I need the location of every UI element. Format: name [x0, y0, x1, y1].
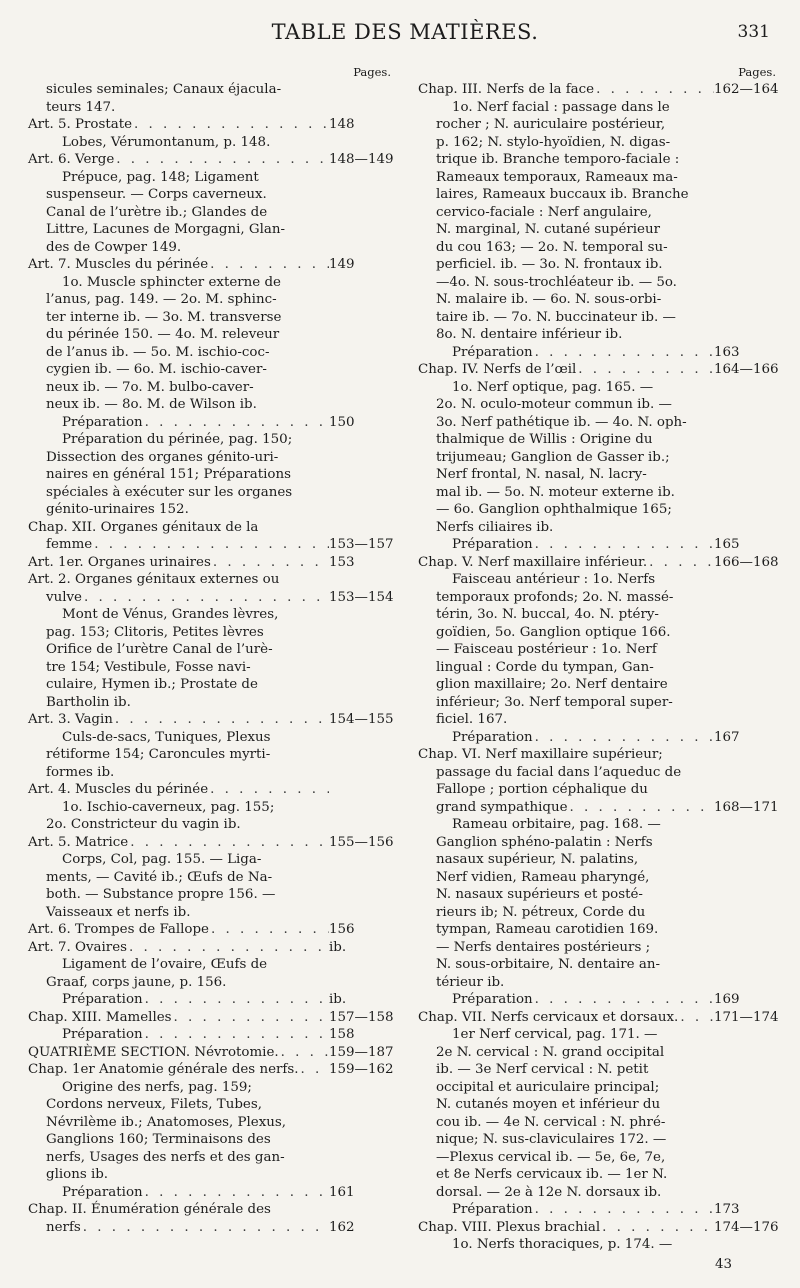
toc-entry [418, 554, 779, 572]
dot-leader [143, 414, 329, 432]
toc-entry [28, 151, 394, 169]
toc-entry [28, 711, 394, 729]
toc-description-line: thalmique de Willis : Origine du [436, 432, 653, 447]
page-title: TABLE DES MATIÈRES. [271, 20, 539, 44]
toc-description-line: both. — Substance propre 156. — [46, 887, 276, 902]
toc-entry-page: ib. [329, 992, 347, 1007]
toc-description-line: cervico-faciale : Nerf angulaire, [436, 204, 652, 220]
toc-description-line: — Faisceau postérieur : 1o. Nerf [436, 642, 657, 657]
toc-description-line: dorsal. — 2e à 12e N. dorsaux ib. [436, 1184, 662, 1200]
toc-description-line: 3o. Nerf pathétique ib. — 4o. N. oph- [436, 414, 687, 430]
toc-entry [28, 116, 391, 134]
toc-description-line: culaire, Hymen ib.; Prostate de [46, 677, 258, 692]
dot-leader [279, 1044, 329, 1062]
toc-description-line: nerfs, Usages des nerfs et des gan- [46, 1149, 285, 1165]
toc-entry-label: Préparation [452, 537, 533, 552]
toc-description-line: Cordons nerveux, Filets, Tubes, [46, 1097, 262, 1112]
toc-description-line: N. marginal, N. cutané supérieur [436, 222, 661, 237]
toc-entry-label: Art. 6. Verge [28, 152, 115, 167]
toc-description-line: de l’anus ib. — 5o. M. ischio-coc- [46, 344, 270, 360]
toc-entry-label: Préparation [452, 729, 533, 745]
toc-entry-page: 153—157 [329, 537, 394, 552]
toc-entry-page: 154—155 [329, 712, 394, 727]
toc-description-line: du cou 163; — 2o. N. temporal su- [436, 239, 668, 255]
toc-description-line: neux ib. — 8o. M. de Wilson ib. [46, 397, 257, 412]
toc-entry-page: 153 [329, 554, 355, 570]
toc-description-line: 2o. N. oculo-moteur commun ib. — [436, 397, 672, 412]
toc-description-line: génito-urinaires 152. [46, 502, 189, 517]
toc-description-line: Ligament de l’ovaire, Œufs de [62, 957, 268, 972]
toc-description-line: Littre, Lacunes de Morgagni, Glan- [46, 222, 286, 237]
toc-entry-page: 156 [329, 922, 355, 937]
toc-entry-label: Art. 7. Muscles du périnée [28, 257, 209, 272]
toc-description-line: l’anus, pag. 149. — 2o. M. sphinc- [46, 292, 277, 307]
toc-entry-page: 155—156 [329, 834, 394, 850]
toc-description-line: Chap. II. Énumération générale des [28, 1202, 271, 1217]
dot-leader [209, 921, 329, 939]
toc-description-line: Rameau orbitaire, pag. 168. — [452, 817, 661, 832]
toc-entry-label: Art. 5. Matrice [28, 834, 129, 850]
toc-description-line: Chap. XII. Organes génitaux de la [28, 519, 259, 535]
toc-description-line: tre 154; Vestibule, Fosse navi- [46, 659, 251, 675]
toc-description-line: et 8e Nerfs cervicaux ib. — 1er N. [436, 1167, 668, 1182]
toc-description-line: naires en général 151; Préparations [46, 467, 291, 482]
toc-entry [418, 729, 776, 747]
dot-leader [143, 991, 329, 1009]
toc-entry [418, 361, 779, 379]
toc-description-line: — 6o. Ganglion ophthalmique 165; [436, 502, 672, 517]
toc-description-line: goïdien, 5o. Ganglion optique 166. [436, 624, 671, 640]
toc-description-line: nasaux supérieur, N. palatins, [436, 852, 639, 867]
toc-entry-page: 174—176 [714, 1219, 779, 1235]
toc-entry [418, 1009, 779, 1027]
toc-description-line: temporaux profonds; 2o. N. massé- [436, 589, 674, 605]
toc-description-line: cou ib. — 4e N. cervical : N. phré- [436, 1114, 666, 1130]
toc-entry-label: Art. 7. Ovaires [28, 939, 128, 955]
dot-leader [600, 1219, 714, 1237]
toc-description-line: ter interne ib. — 3o. M. transverse [46, 309, 282, 325]
toc-description-line: passage du facial dans l’aqueduc de [436, 764, 682, 780]
dot-leader [594, 81, 714, 99]
toc-description-line: formes ib. [46, 764, 115, 780]
dot-leader [568, 799, 714, 817]
toc-description-line: nique; N. sus-claviculaires 172. — [436, 1132, 667, 1147]
toc-description-line: mal ib. — 5o. N. moteur externe ib. [436, 484, 675, 500]
toc-description-line: 2o. Constricteur du vagin ib. [46, 817, 241, 832]
toc-description-line: Nerf vidien, Rameau pharyngé, [436, 869, 650, 885]
toc-description-line: neux ib. — 7o. M. bulbo-caver- [46, 379, 254, 395]
dot-leader [92, 536, 329, 554]
toc-description-line: Corps, Col, pag. 155. — Liga- [62, 852, 262, 867]
left-column [28, 64, 394, 1236]
toc-description-line: des de Cowper 149. [46, 239, 182, 255]
toc-description-line: inférieur; 3o. Nerf temporal super- [436, 694, 673, 710]
toc-entry-page: 173 [714, 1202, 740, 1217]
toc-description-line: — Nerfs dentaires postérieurs ; [436, 939, 651, 955]
toc-entry [28, 1184, 391, 1202]
toc-description-line: rétiforme 154; Caroncules myrti- [46, 747, 271, 762]
toc-description-line: Mont de Vénus, Grandes lèvres, [62, 607, 279, 622]
dot-leader [143, 1026, 329, 1044]
page-number: 331 [737, 22, 770, 42]
toc-description-line: Orifice de l’urètre Canal de l’urè- [46, 642, 273, 657]
toc-description-line: —Plexus cervical ib. — 5e, 6e, 7e, [436, 1149, 666, 1165]
toc-description-line: Nerfs ciliaires ib. [436, 519, 554, 535]
toc-entry-page: 165 [714, 537, 740, 552]
toc-description-line: Canal de l’urètre ib.; Glandes de [46, 204, 268, 220]
toc-description-line: térin, 3o. N. buccal, 4o. N. ptéry- [436, 607, 659, 622]
toc-description-line: Chap. VI. Nerf maxillaire supérieur; [418, 747, 663, 762]
toc-description-line: glion maxillaire; 2o. Nerf dentaire [436, 677, 668, 692]
toc-description-line: Lobes, Vérumontanum, p. 148. [62, 134, 271, 150]
toc-description-line: teurs 147. [46, 99, 116, 115]
toc-description-line: N. cutanés moyen et inférieur du [436, 1097, 661, 1112]
toc-entry-page: 167 [714, 729, 740, 745]
toc-entry-page: 164—166 [714, 362, 779, 377]
toc-entry [28, 991, 391, 1009]
toc-description-line: taire ib. — 7o. N. buccinateur ib. — [436, 309, 676, 325]
toc-description-line: Nerf frontal, N. nasal, N. lacry- [436, 467, 647, 482]
dot-leader [82, 589, 329, 607]
dot-leader [132, 116, 329, 134]
dot-leader [128, 834, 329, 852]
right-column [418, 64, 779, 1273]
toc-entry-label: Chap. VIII. Plexus brachial [418, 1219, 601, 1235]
toc-entry-page: 162 [329, 1219, 355, 1235]
dot-leader [143, 1184, 329, 1202]
toc-entry-label: Chap. VII. Nerfs cervicaux et dorsaux. [418, 1009, 679, 1025]
toc-description-line: N. malaire ib. — 6o. N. sous-orbi- [436, 292, 662, 307]
toc-entry [28, 414, 391, 432]
toc-description-line: trijumeau; Ganglion de Gasser ib.; [436, 449, 670, 465]
toc-description-line: Bartholin ib. [46, 694, 131, 710]
toc-description-line: laires, Rameaux buccaux ib. Branche [436, 187, 689, 202]
dot-leader [172, 1009, 329, 1027]
dot-leader [533, 344, 714, 362]
dot-leader [208, 781, 329, 799]
toc-entry-label: Art. 3. Vagin [28, 712, 113, 727]
toc-entry-label: Chap. V. Nerf maxillaire inférieur. [418, 554, 648, 570]
toc-entry [28, 834, 394, 852]
toc-entry-page: 158 [329, 1027, 355, 1042]
toc-entry [28, 589, 394, 607]
dot-leader [208, 256, 329, 274]
running-header [40, 16, 770, 46]
toc-entry-label: Préparation [62, 992, 143, 1007]
toc-description-line: ficiel. 167. [436, 712, 508, 727]
toc-entry-page: 171—174 [714, 1009, 779, 1025]
toc-entry-label: nerfs [46, 1219, 81, 1235]
toc-description-line: Préparation du périnée, pag. 150; [62, 432, 293, 447]
toc-entry [28, 1009, 394, 1027]
toc-entry-label: Chap. XIII. Mamelles [28, 1009, 172, 1025]
toc-description-line: Art. 2. Organes génitaux externes ou [28, 572, 280, 587]
toc-description-line: N. nasaux supérieurs et posté- [436, 887, 643, 902]
toc-description-line: 1o. Ischio-caverneux, pag. 155; [62, 799, 275, 815]
toc-entry [418, 536, 776, 554]
toc-entry-label: femme [46, 537, 93, 552]
toc-description-line: spéciales à exécuter sur les organes [46, 484, 293, 500]
toc-entry [418, 799, 779, 817]
dot-leader [533, 1201, 714, 1219]
dot-leader [114, 151, 329, 169]
toc-entry-label: QUATRIÈME SECTION. Névrotomie. [28, 1044, 279, 1060]
toc-description-line: lingual : Corde du tympan, Gan- [436, 659, 654, 675]
toc-description-line: pag. 153; Clitoris, Petites lèvres [46, 624, 264, 640]
toc-description-line: Rameaux temporaux, Rameaux ma- [436, 169, 678, 185]
toc-description-line: Origine des nerfs, pag. 159; [62, 1079, 252, 1095]
toc-entry-page: ib. [329, 939, 347, 955]
toc-entry-page: 148 [329, 117, 355, 132]
dot-leader [533, 991, 714, 1009]
toc-description-line: p. 162; N. stylo-hyoïdien, N. digas- [436, 134, 671, 150]
toc-description-line: térieur ib. [436, 974, 505, 990]
toc-entry-label: Chap. IV. Nerfs de l’œil [418, 362, 577, 377]
toc-entry [28, 1026, 391, 1044]
toc-description-line: du périnée 150. — 4o. M. releveur [46, 327, 280, 342]
toc-entry-label: Préparation [452, 344, 533, 360]
toc-entry [28, 1219, 391, 1237]
toc-description-line: Prépuce, pag. 148; Ligament [62, 169, 259, 185]
pages-column-heading: Pages. [353, 65, 391, 79]
toc-description-line: occipital et auriculaire principal; [436, 1079, 660, 1095]
dot-leader [81, 1219, 329, 1237]
toc-entry-page: 166—168 [714, 554, 779, 570]
toc-entry-label: Art. 1er. Organes urinaires [28, 554, 211, 570]
dot-leader [127, 939, 329, 957]
toc-description-line: 1o. Nerf facial : passage dans le [452, 99, 670, 115]
dot-leader [678, 1009, 714, 1027]
pages-column-heading: Pages. [738, 65, 776, 79]
toc-description-line: glions ib. [46, 1167, 109, 1182]
toc-entry-label: Chap. 1er Anatomie générale des nerfs. [28, 1062, 299, 1077]
toc-description-line: trique ib. Branche temporo-faciale : [436, 152, 680, 167]
toc-entry [28, 1044, 394, 1062]
toc-entry [28, 554, 391, 572]
toc-description-line: Faisceau antérieur : 1o. Nerfs [452, 572, 656, 587]
toc-entry-page: 149 [329, 257, 355, 272]
dot-leader [533, 536, 714, 554]
toc-entry [28, 536, 394, 554]
dot-leader [298, 1061, 329, 1079]
toc-entry [28, 1061, 394, 1079]
dot-leader [647, 554, 714, 572]
toc-description-line: 2e N. cervical : N. grand occipital [436, 1044, 665, 1060]
toc-entry [28, 921, 391, 939]
toc-description-line: Culs-de-sacs, Tuniques, Plexus [62, 729, 271, 745]
toc-entry [418, 1201, 776, 1219]
toc-entry-page: 157—158 [329, 1009, 394, 1025]
toc-entry-label: grand sympathique [436, 799, 568, 815]
toc-entry-label: Art. 6. Trompes de Fallope [28, 922, 209, 937]
dot-leader [211, 554, 329, 572]
toc-description-line: Fallope ; portion céphalique du [436, 782, 648, 797]
toc-entry-page: 159—187 [329, 1044, 394, 1060]
toc-entry [418, 344, 776, 362]
toc-entry-page: 168—171 [714, 799, 779, 815]
toc-entry [28, 256, 391, 274]
signature-mark: 43 [714, 1256, 732, 1272]
toc-description-line: 1o. Nerf optique, pag. 165. — [452, 379, 654, 395]
toc-entry-label: Préparation [452, 1202, 533, 1217]
toc-description-line: 1o. Nerfs thoraciques, p. 174. — [452, 1237, 673, 1252]
toc-entry-label: Préparation [62, 1027, 143, 1042]
toc-entry [28, 939, 391, 957]
toc-entry-page: 161 [329, 1184, 355, 1200]
dot-leader [113, 711, 329, 729]
dot-leader [533, 729, 714, 747]
toc-entry-page: 159—162 [329, 1062, 394, 1077]
toc-entry-label: Art. 4. Muscles du périnée [28, 782, 209, 797]
toc-description-line: —4o. N. sous-trochléateur ib. — 5o. [436, 274, 677, 290]
toc-entry-label: Chap. III. Nerfs de la face [418, 82, 595, 97]
toc-description-line: Ganglions 160; Terminaisons des [46, 1132, 271, 1147]
toc-description-line: 1o. Muscle sphincter externe de [62, 274, 281, 290]
toc-description-line: Ganglion sphéno-palatin : Nerfs [436, 834, 653, 850]
toc-description-line: Dissection des organes génito-uri- [46, 449, 279, 465]
toc-entry-page: 150 [329, 414, 355, 430]
toc-description-line: 8o. N. dentaire inférieur ib. [436, 327, 623, 342]
toc-entry-label: Préparation [62, 1184, 143, 1200]
toc-description-line: Névrilème ib.; Anatomoses, Plexus, [46, 1114, 287, 1130]
toc-entry-page: 148—149 [329, 152, 394, 167]
toc-entry-page: 162—164 [714, 82, 779, 97]
toc-description-line: Graaf, corps jaune, p. 156. [46, 974, 227, 990]
toc-description-line: cygien ib. — 6o. M. ischio-caver- [46, 362, 267, 377]
toc-description-line: N. sous-orbitaire, N. dentaire an- [436, 957, 660, 972]
toc-description-line: sicules seminales; Canaux éjacula- [46, 82, 282, 97]
toc-entry [418, 81, 779, 99]
toc-description-line: 1er Nerf cervical, pag. 171. — [452, 1027, 658, 1042]
toc-description-line: suspenseur. — Corps caverneux. [46, 187, 267, 202]
toc-entry [28, 781, 391, 799]
toc-description-line: rieurs ib; N. pétreux, Corde du [436, 904, 646, 920]
toc-description-line: Vaisseaux et nerfs ib. [46, 904, 191, 920]
dot-leader [576, 361, 714, 379]
toc-entry-page: 153—154 [329, 589, 394, 605]
toc-description-line: ib. — 3e Nerf cervical : N. petit [436, 1062, 649, 1077]
toc-entry-label: Préparation [62, 414, 143, 430]
toc-entry [418, 991, 776, 1009]
toc-entry-label: vulve [46, 589, 82, 605]
toc-entry-label: Art. 5. Prostate [28, 117, 133, 132]
toc-entry-label: Préparation [452, 992, 533, 1007]
toc-entry-page: 163 [714, 344, 740, 360]
toc-description-line: rocher ; N. auriculaire postérieur, [436, 117, 666, 132]
toc-description-line: tympan, Rameau carotidien 169. [436, 922, 659, 937]
toc-description-line: ments, — Cavité ib.; Œufs de Na- [46, 869, 273, 885]
toc-description-line: perficiel. ib. — 3o. N. frontaux ib. [436, 257, 663, 272]
toc-entry [418, 1219, 779, 1237]
toc-entry-page: 169 [714, 992, 740, 1007]
